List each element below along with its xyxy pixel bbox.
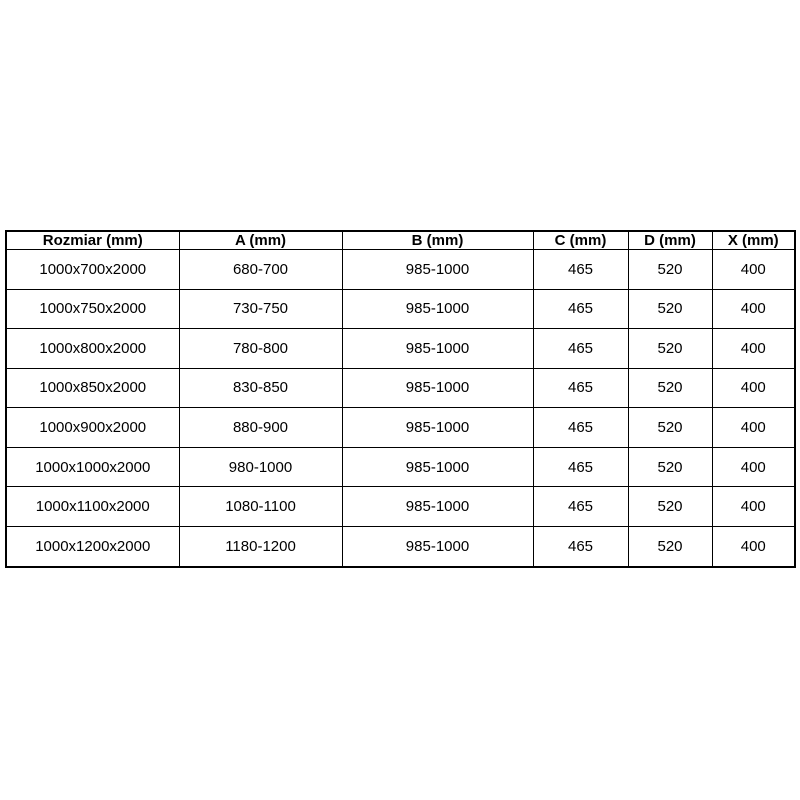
table-cell-a: 830-850 <box>179 368 342 408</box>
table-row <box>6 487 795 527</box>
table-cell-x: 400 <box>712 368 795 408</box>
table-row <box>6 408 795 448</box>
table-cell-c: 465 <box>533 526 628 567</box>
table-cell-rozmiar: 1000x1100x2000 <box>6 487 179 527</box>
table-cell-x: 400 <box>712 250 795 290</box>
table-cell-rozmiar: 1000x900x2000 <box>6 408 179 448</box>
table-cell-x: 400 <box>712 408 795 448</box>
table-cell-d: 520 <box>628 329 712 369</box>
table-cell-d: 520 <box>628 368 712 408</box>
table-cell-x: 400 <box>712 487 795 527</box>
table-cell-a: 680-700 <box>179 250 342 290</box>
table-cell-b: 985-1000 <box>342 329 533 369</box>
table-cell-c: 465 <box>533 329 628 369</box>
table-cell-c: 465 <box>533 447 628 487</box>
table-cell-d: 520 <box>628 526 712 567</box>
table-cell-b: 985-1000 <box>342 250 533 290</box>
table-cell-c: 465 <box>533 487 628 527</box>
dimensions-table <box>5 230 796 568</box>
table-cell-x: 400 <box>712 289 795 329</box>
table-row <box>6 250 795 290</box>
table-cell-a: 780-800 <box>179 329 342 369</box>
table-cell-rozmiar: 1000x750x2000 <box>6 289 179 329</box>
table-cell-x: 400 <box>712 526 795 567</box>
column-header-x: X (mm) <box>712 231 795 250</box>
table-row <box>6 368 795 408</box>
table-cell-d: 520 <box>628 408 712 448</box>
table-cell-x: 400 <box>712 329 795 369</box>
table-cell-rozmiar: 1000x800x2000 <box>6 329 179 369</box>
table-cell-rozmiar: 1000x1200x2000 <box>6 526 179 567</box>
table-header-row <box>6 231 795 250</box>
table-cell-b: 985-1000 <box>342 408 533 448</box>
table-cell-c: 465 <box>533 250 628 290</box>
table-cell-rozmiar: 1000x1000x2000 <box>6 447 179 487</box>
table-cell-c: 465 <box>533 289 628 329</box>
table-row <box>6 447 795 487</box>
table-row <box>6 289 795 329</box>
table-cell-d: 520 <box>628 250 712 290</box>
column-header-rozmiar: Rozmiar (mm) <box>6 231 179 250</box>
table-cell-b: 985-1000 <box>342 289 533 329</box>
table-cell-a: 1080-1100 <box>179 487 342 527</box>
table-cell-d: 520 <box>628 487 712 527</box>
table-cell-b: 985-1000 <box>342 487 533 527</box>
table-cell-b: 985-1000 <box>342 526 533 567</box>
table-cell-c: 465 <box>533 408 628 448</box>
table-cell-a: 880-900 <box>179 408 342 448</box>
column-header-b: B (mm) <box>342 231 533 250</box>
table-cell-a: 1180-1200 <box>179 526 342 567</box>
table-cell-rozmiar: 1000x850x2000 <box>6 368 179 408</box>
table-cell-d: 520 <box>628 289 712 329</box>
table-cell-c: 465 <box>533 368 628 408</box>
table-cell-d: 520 <box>628 447 712 487</box>
table-cell-b: 985-1000 <box>342 368 533 408</box>
table-row <box>6 526 795 567</box>
table-cell-a: 980-1000 <box>179 447 342 487</box>
table-cell-b: 985-1000 <box>342 447 533 487</box>
column-header-c: C (mm) <box>533 231 628 250</box>
table-cell-x: 400 <box>712 447 795 487</box>
table-cell-rozmiar: 1000x700x2000 <box>6 250 179 290</box>
table-cell-a: 730-750 <box>179 289 342 329</box>
column-header-a: A (mm) <box>179 231 342 250</box>
table-row <box>6 329 795 369</box>
column-header-d: D (mm) <box>628 231 712 250</box>
